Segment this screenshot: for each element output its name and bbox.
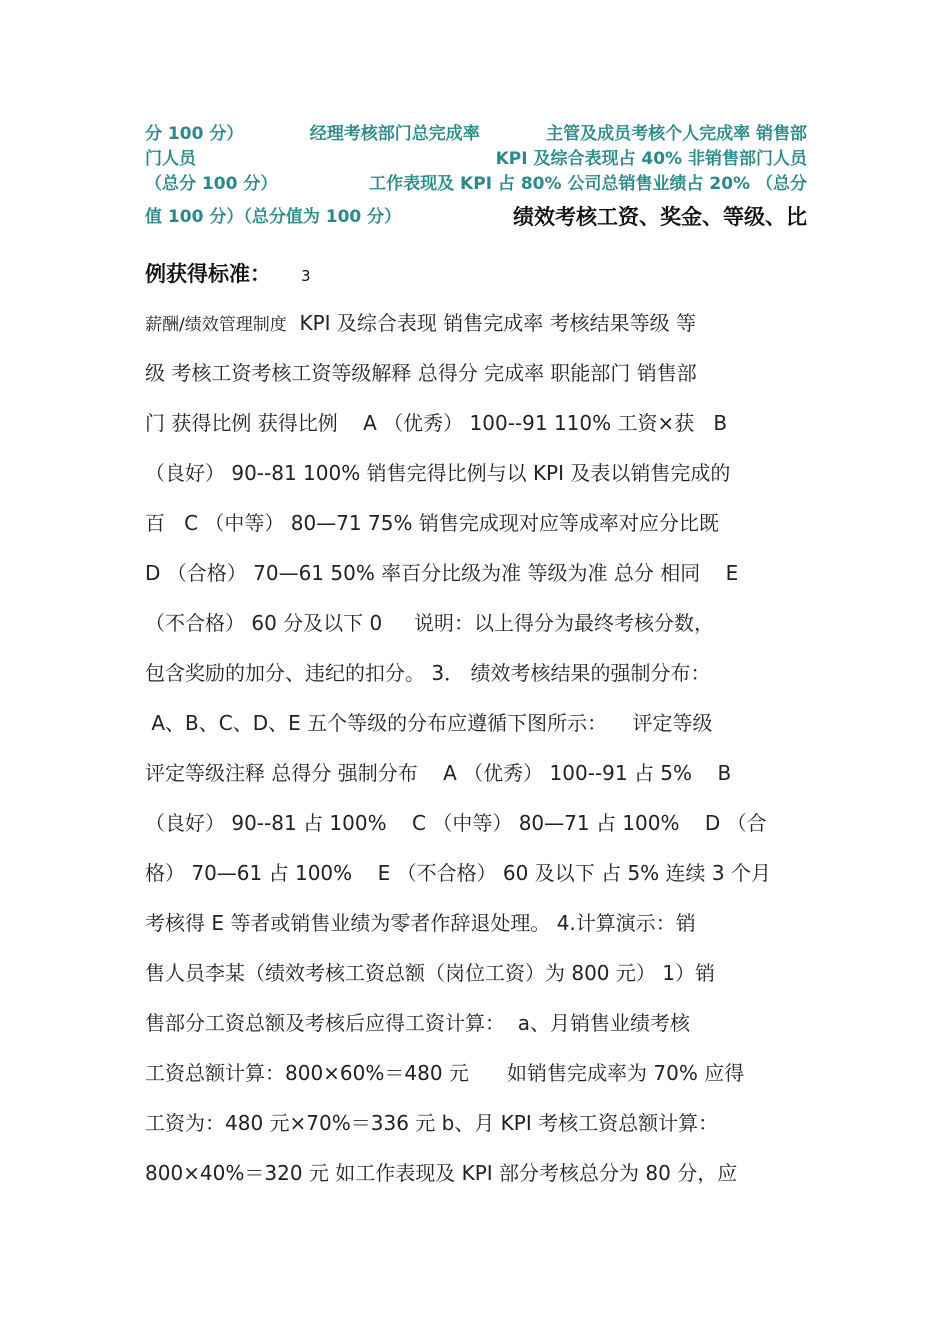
body-line-text: KPI 及综合表现 销售完成率 考核结果等级 等 (286, 311, 696, 335)
teal-line-1-left: 分 100 分） (145, 124, 244, 144)
body-line-text: 级 考核工资考核工资等级解释 总得分 完成率 职能部门 销售部 (145, 361, 697, 385)
body-line-text: A、B、C、D、E 五个等级的分布应遵循下图所示： 评定等级 (145, 711, 713, 735)
body-line-text: 格） 70—61 占 100% E （不合格） 60 及以下 占 5% 连续 3 个月 (145, 861, 771, 885)
teal-line-1 (145, 122, 807, 147)
section-heading-text: 例获得标准： (145, 262, 271, 286)
body-line-text: 门 获得比例 获得比例 A （优秀） 100--91 110% 工资×获 B (145, 411, 728, 435)
section-number: 3 (301, 267, 311, 285)
body-line (145, 1048, 810, 1098)
body-line (145, 498, 810, 548)
body-line (145, 298, 810, 348)
body-line (145, 548, 810, 598)
teal-line-1-mid: 经理考核部门总完成率 (309, 124, 480, 144)
body-line-prefix: 薪酬/绩效管理制度 (145, 315, 287, 335)
body-line (145, 598, 810, 648)
body-line (145, 1098, 810, 1148)
section-heading-part2 (145, 258, 311, 288)
teal-header-block (145, 122, 807, 232)
body-line (145, 448, 810, 498)
body-line (145, 398, 810, 448)
teal-line-2-right: KPI 及综合表现占 40% 非销售部门人员 (495, 149, 807, 169)
teal-line-3-right: 工作表现及 KPI 占 80% 公司总销售业绩占 20% （总分 (369, 174, 807, 194)
body-line-text: （良好） 90--81 占 100% C （中等） 80—71 占 100% D （合 (145, 811, 767, 835)
body-line-text: 800×40%＝320 元 如工作表现及 KPI 部分考核总分为 80 分，应 (145, 1161, 738, 1185)
body-line-text: 工资为：480 元×70%＝336 元 b、月 KPI 考核工资总额计算： (145, 1111, 719, 1135)
body-line (145, 798, 810, 848)
teal-line-2-left: 门人员 (145, 149, 196, 169)
body-line (145, 648, 810, 698)
body-line (145, 898, 810, 948)
teal-line-4-left: 值 100 分）（总分值为 100 分） (145, 207, 402, 227)
body-line-text: 售人员李某（绩效考核工资总额（岗位工资）为 800 元） 1）销 (145, 961, 715, 985)
body-line-text: 考核得 E 等者或销售业绩为零者作辞退处理。 4.计算演示：销 (145, 911, 696, 935)
body-line (145, 748, 810, 798)
body-line-text: 包含奖励的加分、违纪的扣分。 3． 绩效考核结果的强制分布： (145, 661, 711, 685)
body-line-text: 工资总额计算：800×60%＝480 元 如销售完成率为 70% 应得 (145, 1061, 745, 1085)
section-heading-part1: 绩效考核工资、奖金、等级、比 (513, 205, 807, 229)
teal-line-3-left: （总分 100 分） (145, 174, 278, 194)
body-line-text: （不合格） 60 分及以下 0 说明：以上得分为最终考核分数， (145, 611, 715, 635)
body-line (145, 998, 810, 1048)
body-line-text: （良好） 90--81 100% 销售完得比例与以 KPI 及表以销售完成的 (145, 461, 731, 485)
body-line-text: 百 C （中等） 80—71 75% 销售完成现对应等成率对应分比既 (145, 511, 719, 535)
body-line-text: 售部分工资总额及考核后应得工资计算： a、月销售业绩考核 (145, 1011, 690, 1035)
body-line (145, 698, 810, 748)
body-line-text: 评定等级注释 总得分 强制分布 A （优秀） 100--91 占 5% B (145, 761, 732, 785)
body-line (145, 848, 810, 898)
body-paragraph (145, 298, 810, 1198)
teal-line-4 (145, 203, 807, 232)
body-line-text: D （合格） 70—61 50% 率百分比级为准 等级为准 总分 相同 E (145, 561, 739, 585)
teal-line-1-right: 主管及成员考核个人完成率 销售部 (546, 124, 807, 144)
teal-line-2 (145, 147, 807, 172)
body-line (145, 948, 810, 998)
teal-line-3 (145, 172, 807, 197)
body-line (145, 348, 810, 398)
body-line (145, 1148, 810, 1198)
